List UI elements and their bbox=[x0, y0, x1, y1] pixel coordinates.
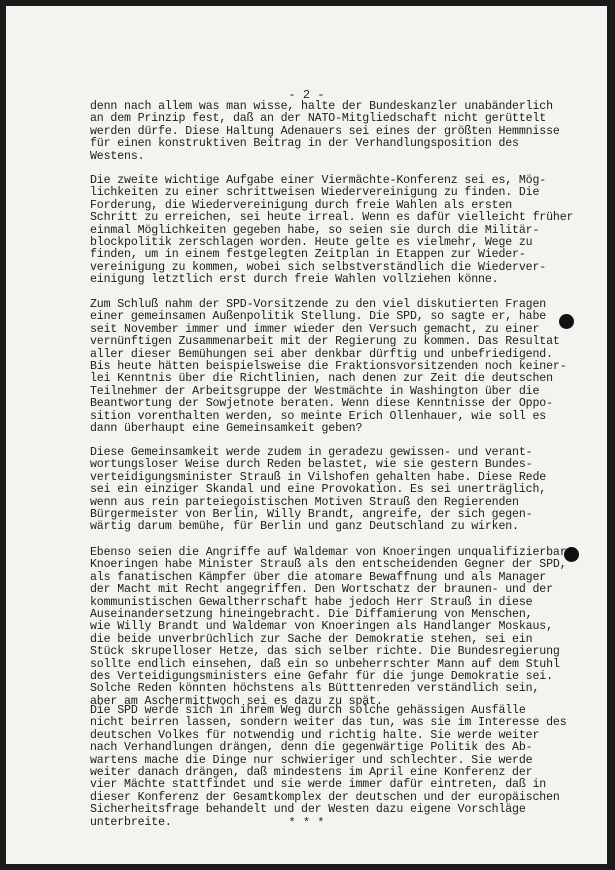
text-line: Knoeringen habe Minister Strauß als den entscheidenden Gegner der SPD, bbox=[90, 558, 567, 572]
text-line: blockpolitik zerschlagen worden. Heute gelte es vielmehr, Wege zu bbox=[90, 236, 533, 250]
text-line: Beantwortung der Sowjetnote beraten. Wenn diese Kenntnisse der Oppo- bbox=[90, 397, 553, 411]
text-line: Forderung, die Wiedervereinigung durch freie Wahlen als ersten bbox=[90, 198, 513, 212]
text-line: sei ein einziger Skandal und eine Provokation. Es sei unerträglich, bbox=[90, 483, 547, 497]
text-line: Westens. bbox=[90, 149, 145, 163]
text-line: dieser Konferenz der Gesamtkomplex der deutschen und der europäischen bbox=[90, 790, 560, 804]
document-page bbox=[6, 6, 607, 864]
text-line: Ebenso seien die Angriffe auf Waldemar von Knoeringen unqualifizierbar bbox=[90, 546, 567, 559]
text-line: wärtig darum bemühe, für Berlin und ganz Deutschland zu wirken. bbox=[90, 520, 519, 534]
text-line: Stück skrupelloser Hetze, das sich selber richte. Die Bundesregierung bbox=[90, 645, 560, 659]
text-line: nicht beirren lassen, sondern weiter das tun, was sie im Interesse des bbox=[90, 716, 567, 730]
text-line: werden dürfe. Diese Haltung Adenauers sei eines der größten Hemmnisse bbox=[90, 124, 560, 138]
text-line: des Verteidigungsministers eine Gefahr für die junge Demokratie sei. bbox=[90, 670, 553, 684]
text-line: Teilnehmer der Arbeitsgruppe der Westmächte in Washington über die bbox=[90, 384, 540, 398]
text-line: sition vorenthalten werden, so meinte Erich Ollenhauer, wie soll es bbox=[90, 409, 547, 423]
text-line: lichkeiten zu einer schrittweisen Wiedervereinigung zu finden. Die bbox=[90, 186, 540, 200]
text-line: als fanatischen Kämpfer über die atomare Bewaffnung und als Manager bbox=[90, 570, 547, 584]
paragraph bbox=[90, 705, 567, 829]
paragraph bbox=[90, 175, 573, 287]
text-line: für einen konstruktiven Beitrag in der Verhandlungsposition des bbox=[90, 137, 519, 151]
text-line: finden, um in einem festgelegten Zeitplan in Etappen zur Wieder- bbox=[90, 248, 526, 262]
text-line: aber am Aschermittwoch sei es dazu zu spät. bbox=[90, 694, 383, 708]
text-line: Zum Schluß nahm der SPD-Vorsitzende zu den viel diskutierten Fragen bbox=[90, 298, 547, 311]
text-line: wie Willy Brandt und Waldemar von Knoeringen als Handlanger Moskaus, bbox=[90, 620, 553, 634]
text-line: Die zweite wichtige Aufgabe einer Viermächte-Konferenz sei es, Mög- bbox=[90, 174, 547, 187]
text-line: Bürgermeister von Berlin, Willy Brandt, angreife, der sich gegen- bbox=[90, 508, 533, 522]
closing-mark: * * * bbox=[288, 816, 325, 830]
text-line: dann überhaupt eine Gemeinsamkeit geben? bbox=[90, 422, 363, 436]
text-line: Auseinandersetzung hineingebracht. Die Diffamierung von Menschen, bbox=[90, 608, 533, 622]
text-line: an dem Prinzip fest, daß an der NATO-Mitgliedschaft nicht gerüttelt bbox=[90, 112, 547, 126]
text-line: denn nach allem was man wisse, halte der Bundeskanzler unabänderlich bbox=[90, 100, 553, 113]
text-line: weiter danach drängen, daß mindestens im April eine Konferenz der bbox=[90, 766, 533, 780]
text-line: nach Verhandlungen drängen, denn die gegenwärtige Politik des Ab- bbox=[90, 741, 533, 755]
text-line: die beide unverbrüchlich zur Sache der Demokratie stehen, sei ein bbox=[90, 632, 533, 646]
text-line: einmal Möglichkeiten gegeben habe, so seien sie durch die Militär- bbox=[90, 223, 540, 237]
paragraph bbox=[90, 447, 546, 534]
text-line: seit November immer und immer wieder den Versuch gemacht, zu einer bbox=[90, 322, 540, 336]
text-line: aller dieser Bemühungen sei aber denkbar dürftig und unbefriedigend. bbox=[90, 347, 553, 361]
text-line: wenn aus rein parteiegoistischen Motiven Strauß den Regierenden bbox=[90, 495, 519, 509]
text-line: vernünftigen Zusammenarbeit mit der Regierung zu kommen. Das Resultat bbox=[90, 335, 560, 349]
text-line: Schritt zu erreichen, sei heute irreal. Wenn es dafür vielleicht früher bbox=[90, 211, 574, 225]
text-line: einigung letztlich erst durch freie Wahlen vollziehen könne. bbox=[90, 273, 499, 287]
text-line: vereinigung zu kommen, wobei sich selbstverständlich die Wiederver- bbox=[90, 260, 547, 274]
text-line: wartens mache die Dinge nur schwieriger und schlechter. Sie werde bbox=[90, 753, 533, 767]
text-line: unterbreite. bbox=[90, 815, 172, 829]
text-line: lei Kenntnis über die Richtlinien, nach denen zur Zeit die deutschen bbox=[90, 372, 553, 386]
text-line: verteidigungsminister Strauß in Vilshofen gehalten habe. Diese Rede bbox=[90, 470, 547, 484]
text-line: wortungsloser Weise durch Reden belastet, wie sie gestern Bundes- bbox=[90, 458, 533, 472]
text-line: Diese Gemeinsamkeit werde zudem in geradezu gewissen- und verant- bbox=[90, 446, 533, 459]
text-line: kommunistischen Gewaltherrschaft habe jedoch Herr Strauß in diese bbox=[90, 595, 533, 609]
paragraph bbox=[90, 547, 567, 708]
text-line: Die SPD werde sich in ihrem Weg durch solche gehässigen Ausfälle bbox=[90, 704, 526, 717]
text-line: Solche Reden könnten höchstens als Bütttenreden verständlich sein, bbox=[90, 682, 540, 696]
text-line: Bis heute hätten beispielsweise die Fraktionsvorsitzenden noch keiner- bbox=[90, 360, 567, 374]
text-line: Sicherheitsfrage behandelt und der Westen dazu eigene Vorschläge bbox=[90, 803, 526, 817]
text-line: deutschen Volkes für notwendig und richtig halte. Sie werde weiter bbox=[90, 728, 540, 742]
text-line: der Macht mit Recht angegriffen. Den Wortschatz der braunen- und der bbox=[90, 583, 553, 597]
text-line: sollte endlich einsehen, daß ein so unbeherrschter Mann auf dem Stuhl bbox=[90, 657, 560, 671]
paragraph bbox=[90, 299, 567, 435]
text-line: vier Mächte stattfindet und sie werde immer dafür eintreten, daß in bbox=[90, 778, 547, 792]
page-number: - 2 - bbox=[288, 88, 325, 102]
text-line: einer gemeinsamen Außenpolitik Stellung. Die SPD, so sagte er, habe bbox=[90, 310, 547, 324]
paragraph bbox=[90, 101, 560, 163]
